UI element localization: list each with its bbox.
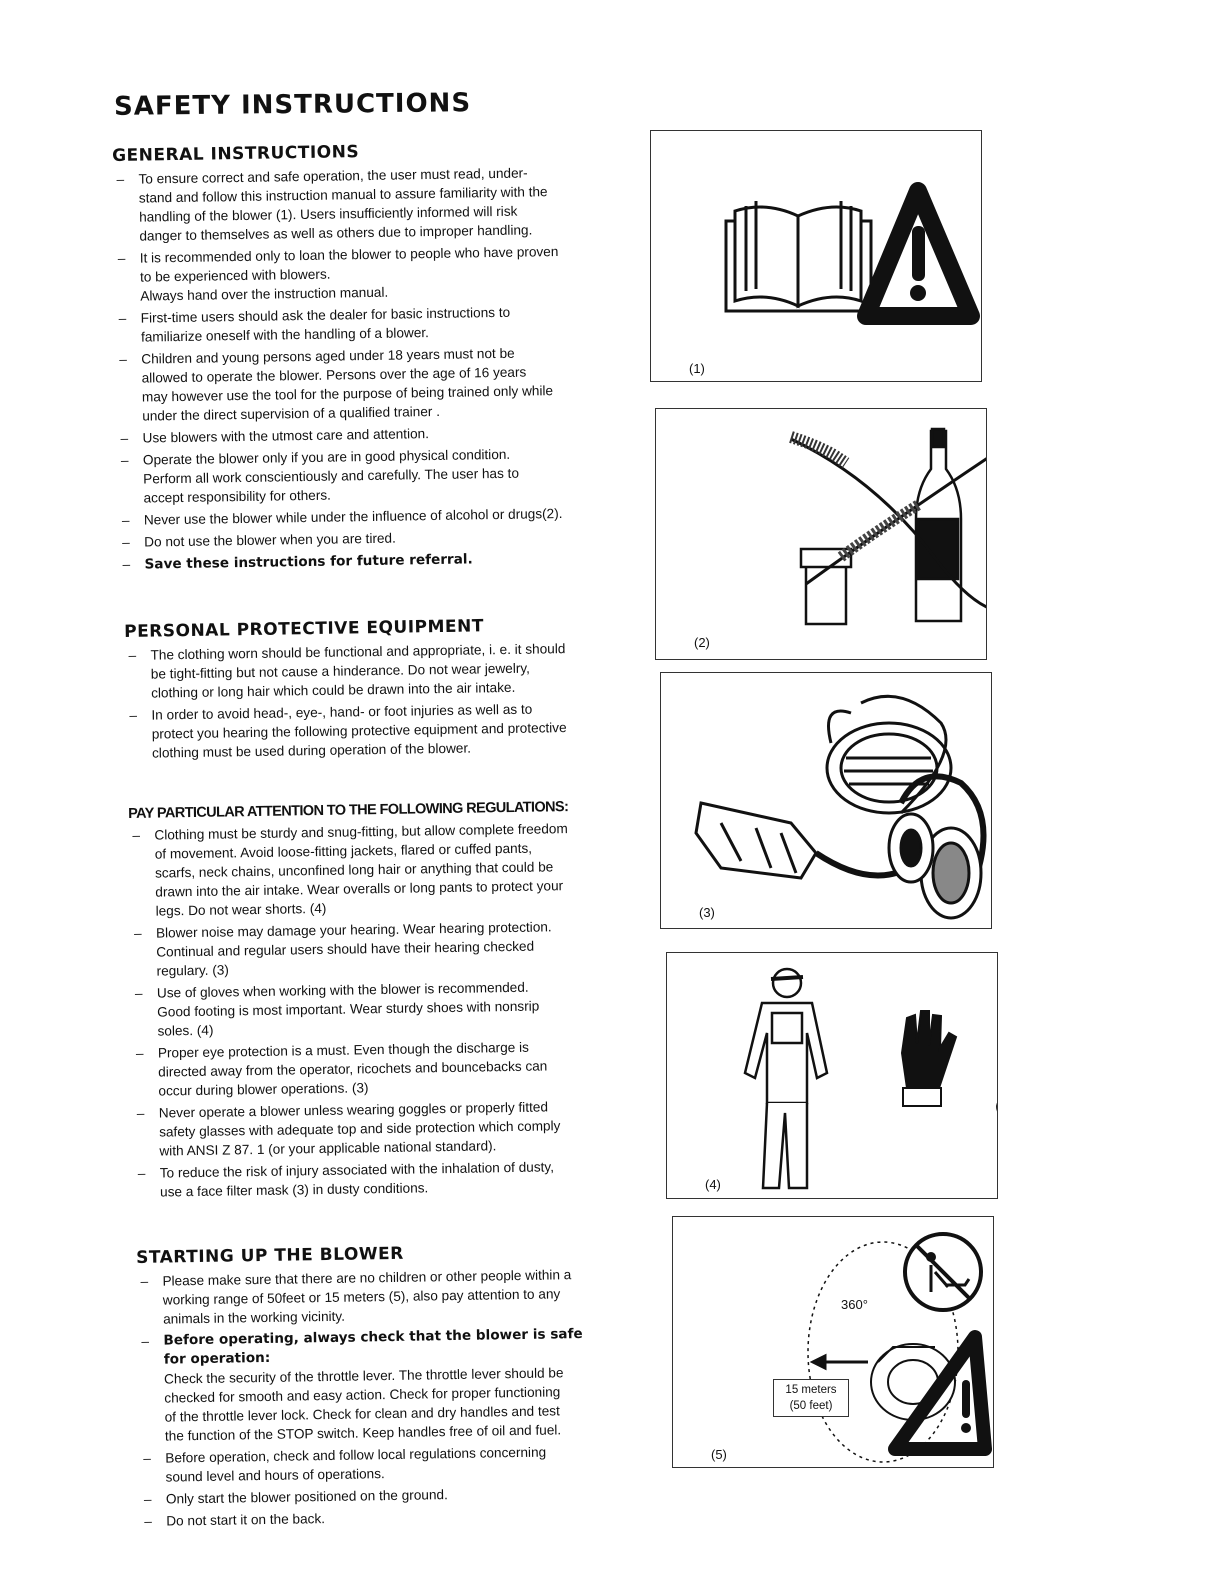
general-list xyxy=(112,162,618,552)
figure-5-label: (5) xyxy=(711,1447,727,1462)
list-item xyxy=(114,241,615,306)
list-item xyxy=(133,1096,634,1161)
list-item-line: Check the security of the throttle lever. The throttle lever should be xyxy=(163,1365,564,1387)
list-item-line: – Do not use the blower when you are tired. xyxy=(144,530,396,550)
starting-list xyxy=(139,1441,640,1531)
list-item-line: animals in the working vicinity. xyxy=(163,1308,346,1327)
list-item-line: – Clothing must be sturdy and snug-fitting, but allow complete freedom xyxy=(154,821,568,843)
figure-1-panel xyxy=(650,130,982,382)
list-item xyxy=(134,1156,635,1202)
list-item-line: stand and follow this instruction manual to assure familiarity with the xyxy=(138,184,548,206)
starting-heading: STARTING UP THE BLOWER xyxy=(136,1243,404,1268)
list-item-line: of the throttle lever lock. Check for clean and dry handles and test xyxy=(164,1403,560,1425)
regulations-list xyxy=(128,818,634,1202)
regulations-section xyxy=(128,798,634,1205)
list-item-line: legs. Do not wear shorts. (4) xyxy=(155,900,327,919)
list-item-line: drawn into the air intake. Wear overalls or long pants to protect your xyxy=(155,878,564,900)
list-item-line: use a face filter mask (3) in dusty conditions. xyxy=(159,1180,429,1200)
list-item-line: – Please make sure that there are no children or other people within a xyxy=(162,1267,572,1289)
list-item-line: – Before operation, check and follow local regulations concerning xyxy=(165,1444,547,1466)
arrow-left-icon xyxy=(813,1356,868,1368)
book-warning-illustration xyxy=(651,131,981,381)
list-item-line: with ANSI Z 87. 1 (or your applicable national standard). xyxy=(159,1138,497,1159)
regulations-heading: PAY PARTICULAR ATTENTION TO THE FOLLOWING REGULATIONS: xyxy=(128,799,569,822)
list-item xyxy=(140,1504,640,1531)
list-item-line: working range of 50feet or 15 meters (5), also pay attention to any xyxy=(162,1286,561,1308)
list-item-line: under the direct supervision of a qualified trainer . xyxy=(142,403,441,424)
list-item-line: regulary. (3) xyxy=(156,962,229,979)
figure-2-panel xyxy=(655,408,987,660)
ppe-section xyxy=(124,614,626,766)
goggles-icon xyxy=(696,803,896,878)
list-item-line: – First-time users should ask the dealer for basic instructions to xyxy=(140,304,511,326)
list-item-line: for operation: xyxy=(163,1349,271,1368)
list-item xyxy=(117,443,618,508)
list-item xyxy=(130,916,631,981)
list-item-line: the function of the STOP switch. Keep handles free of oil and fuel. xyxy=(164,1422,562,1444)
working-range-illustration xyxy=(673,1217,993,1467)
list-item-line: occur during blower operations. (3) xyxy=(158,1080,369,1099)
list-item-line: soles. (4) xyxy=(157,1022,214,1039)
list-item-line: – To ensure correct and safe operation, the user must read, under- xyxy=(138,165,528,187)
list-item-line: – Do not start it on the back. xyxy=(166,1511,326,1529)
save-note-item xyxy=(118,547,618,575)
list-item-line: be tight-fitting but not cause a hinderance. Do not wear jewelry, xyxy=(150,660,530,682)
list-item-line: – Blower noise may damage your hearing. Wear hearing protection. xyxy=(155,919,552,941)
list-item-line: allowed to operate the blower. Persons over the age of 16 years xyxy=(141,364,527,386)
list-item-line: Continual and regular users should have their hearing checked xyxy=(156,938,535,960)
page-title: SAFETY INSTRUCTIONS xyxy=(113,88,472,122)
list-item-line: protect you hearing the following protective equipment and protective xyxy=(151,720,567,742)
list-item-line: – Operate the blower only if you are in good physical condition. xyxy=(142,446,511,468)
list-item-line: – Never use the blower while under the influence of alcohol or drugs(2). xyxy=(143,505,563,528)
list-item xyxy=(124,638,625,703)
list-item-line: directed away from the operator, ricochets and bouncebacks can xyxy=(158,1058,548,1080)
list-item-line: checked for smooth and easy action. Check for proper functioning xyxy=(164,1384,561,1406)
list-item-line: clothing or long hair which could be drawn into the air intake. xyxy=(151,679,516,701)
distance-label xyxy=(773,1379,849,1417)
list-item-line: Good footing is most important. Wear sturdy shoes with nonsrip xyxy=(157,998,540,1020)
list-item xyxy=(112,162,613,246)
list-item-line: sound level and hours of operations. xyxy=(165,1466,385,1485)
list-item-line: to be experienced with blowers. xyxy=(139,266,331,285)
list-item xyxy=(125,698,626,763)
figure-4-panel xyxy=(666,952,998,1199)
figure-2-label: (2) xyxy=(694,635,710,650)
figure-3-label: (3) xyxy=(699,905,715,920)
list-item-line: – Children and young persons aged under 18 years must not be xyxy=(141,345,515,367)
worker-icon xyxy=(745,969,827,1188)
book-icon xyxy=(726,201,871,311)
list-item-line: familiarize oneself with the handling of a blower. xyxy=(140,325,429,345)
no-people-animals-icon xyxy=(905,1234,981,1310)
figure-3-panel xyxy=(660,672,992,929)
protective-equipment-illustration xyxy=(661,673,991,928)
protective-clothing-illustration xyxy=(667,953,997,1198)
list-item-line: – The clothing worn should be functional and appropriate, i. e. it should xyxy=(150,641,566,663)
figure-4-label: (4) xyxy=(705,1177,721,1192)
list-item-line: safety glasses with adequate top and side protection which comply xyxy=(159,1118,561,1140)
list-item-line: may however use the tool for the purpose of being trained only while xyxy=(141,383,554,405)
list-item-line: handling of the blower (1). Users insufficiently informed will risk xyxy=(139,203,518,225)
list-item xyxy=(115,301,616,347)
list-item xyxy=(131,976,632,1041)
distance-line-2: (50 feet) xyxy=(789,1400,833,1412)
angle-label: 360° xyxy=(841,1297,868,1312)
warning-triangle-icon xyxy=(856,186,971,316)
list-item-line: – Never operate a blower unless wearing goggles or properly fitted xyxy=(158,1099,549,1121)
list-item-line: danger to themselves as well as others due to improper handling. xyxy=(139,222,533,244)
glove-icon xyxy=(902,1011,956,1106)
list-item-line: – Proper eye protection is a must. Even though the discharge is xyxy=(157,1039,529,1061)
list-item-line: – Before operating, always check that the blower is safe xyxy=(163,1325,583,1349)
general-section xyxy=(112,138,619,578)
distance-line-1: 15 meters xyxy=(785,1384,837,1396)
figure-1-label: (1) xyxy=(689,361,705,376)
list-item xyxy=(139,1441,640,1487)
list-item-line: – In order to avoid head-, eye-, hand- or foot injuries as well as to xyxy=(151,701,533,723)
list-item xyxy=(128,818,629,921)
face-mask-icon xyxy=(827,696,951,813)
list-item-line: – Use blowers with the utmost care and attention. xyxy=(142,426,430,446)
general-heading: GENERAL INSTRUCTIONS xyxy=(112,142,360,166)
list-item xyxy=(115,342,616,426)
list-item-line: – It is recommended only to loan the blower to people who have proven xyxy=(139,244,559,266)
list-item-line: clothing must be used during operation of the blower. xyxy=(151,740,472,761)
list-item-line: Perform all work conscientiously and carefully. The user has to xyxy=(143,465,520,487)
starting-check-item xyxy=(137,1324,639,1446)
list-item-line: scarfs, neck chains, unconfined long hair or anything that could be xyxy=(154,859,554,881)
starting-section xyxy=(136,1240,640,1534)
save-note: Save these instructions for future referral. xyxy=(144,551,473,573)
list-item-line: – To reduce the risk of injury associated with the inhalation of dusty, xyxy=(159,1159,555,1181)
starting-item xyxy=(136,1264,637,1329)
figure-5-panel xyxy=(672,1216,994,1468)
ppe-list xyxy=(124,638,626,763)
bottle-icon xyxy=(916,429,961,621)
no-alcohol-drugs-illustration xyxy=(656,409,986,659)
ppe-heading: PERSONAL PROTECTIVE EQUIPMENT xyxy=(124,616,485,642)
list-item xyxy=(132,1036,633,1101)
list-item-line: accept responsibility for others. xyxy=(143,487,332,506)
list-item-line: of movement. Avoid loose-fitting jackets, flared or cuffed pants, xyxy=(154,840,533,862)
list-item-line: – Only start the blower positioned on the ground. xyxy=(165,1487,448,1507)
list-item-line: – Use of gloves when working with the blower is recommended. xyxy=(156,979,529,1001)
list-item-line: Always hand over the instruction manual. xyxy=(140,284,389,304)
